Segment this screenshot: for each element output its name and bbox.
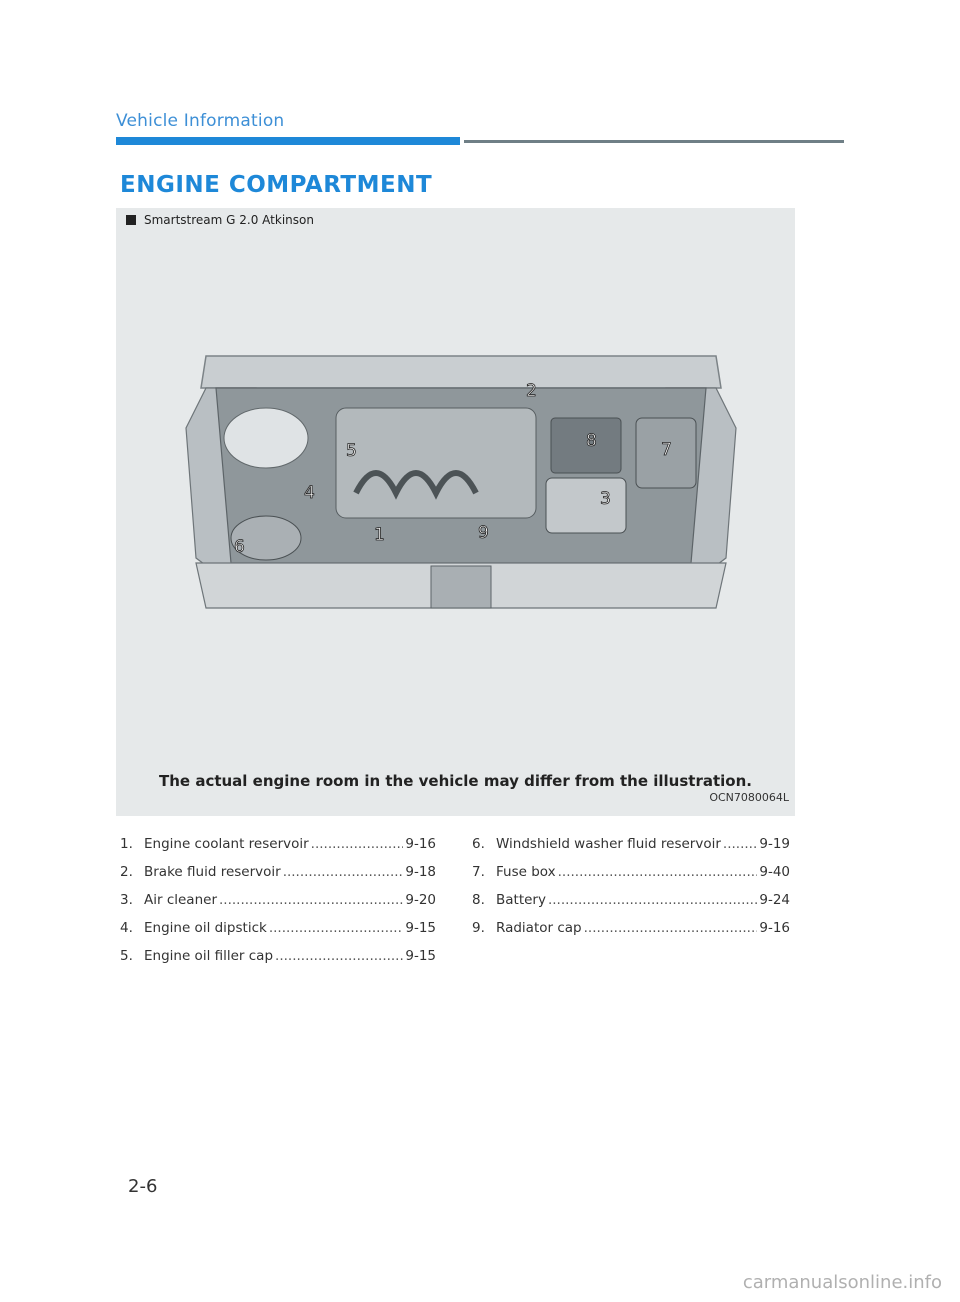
legend-item: 4. Engine oil dipstick ..... 9-15 <box>120 920 436 948</box>
callout-6: 6 <box>234 537 245 557</box>
figure-caption: The actual engine room in the vehicle may differ from the illustration. <box>159 772 752 790</box>
page-heading: ENGINE COMPARTMENT <box>120 172 433 198</box>
section-title: Vehicle Information <box>116 111 285 131</box>
figure-code: OCN7080064L <box>709 791 789 804</box>
hood-panel <box>201 356 721 388</box>
variant-label <box>126 213 314 227</box>
callout-1: 1 <box>374 525 385 545</box>
legend-item: 5. Engine oil filler cap ..... 9-15 <box>120 948 436 976</box>
callout-7: 7 <box>661 440 672 460</box>
legend-item: 6. Windshield washer fluid reservoir ..... 9-19 <box>472 836 790 864</box>
legend-item: 9. Radiator cap ..... 9-16 <box>472 920 790 948</box>
page-number: 2-6 <box>128 1176 158 1197</box>
engine-block <box>336 408 536 518</box>
callout-8: 8 <box>586 431 597 451</box>
latch-plate <box>431 566 491 608</box>
legend-item: 3. Air cleaner ..... 9-20 <box>120 892 436 920</box>
engine-illustration <box>176 348 746 708</box>
callout-2: 2 <box>526 381 537 401</box>
legend-item: 8. Battery ..... 9-24 <box>472 892 790 920</box>
legend-item: 7. Fuse box ..... 9-40 <box>472 864 790 892</box>
legend-item: 1. Engine coolant reservoir ..... 9-16 <box>120 836 436 864</box>
legend-left-column <box>120 836 436 976</box>
air-cleaner <box>546 478 626 533</box>
coolant-reservoir <box>224 408 308 468</box>
engine-figure <box>116 208 795 816</box>
callout-3: 3 <box>600 489 611 509</box>
callout-4: 4 <box>304 483 315 503</box>
square-bullet-icon <box>126 215 136 225</box>
variant-text: Smartstream G 2.0 Atkinson <box>144 213 314 227</box>
section-rule <box>464 140 844 143</box>
watermark: carmanualsonline.info <box>742 1272 942 1293</box>
legend-right-column <box>472 836 790 948</box>
callout-5: 5 <box>346 441 357 461</box>
section-rule-accent <box>116 137 460 145</box>
callout-9: 9 <box>478 523 489 543</box>
legend-item: 2. Brake fluid reservoir ..... 9-18 <box>120 864 436 892</box>
